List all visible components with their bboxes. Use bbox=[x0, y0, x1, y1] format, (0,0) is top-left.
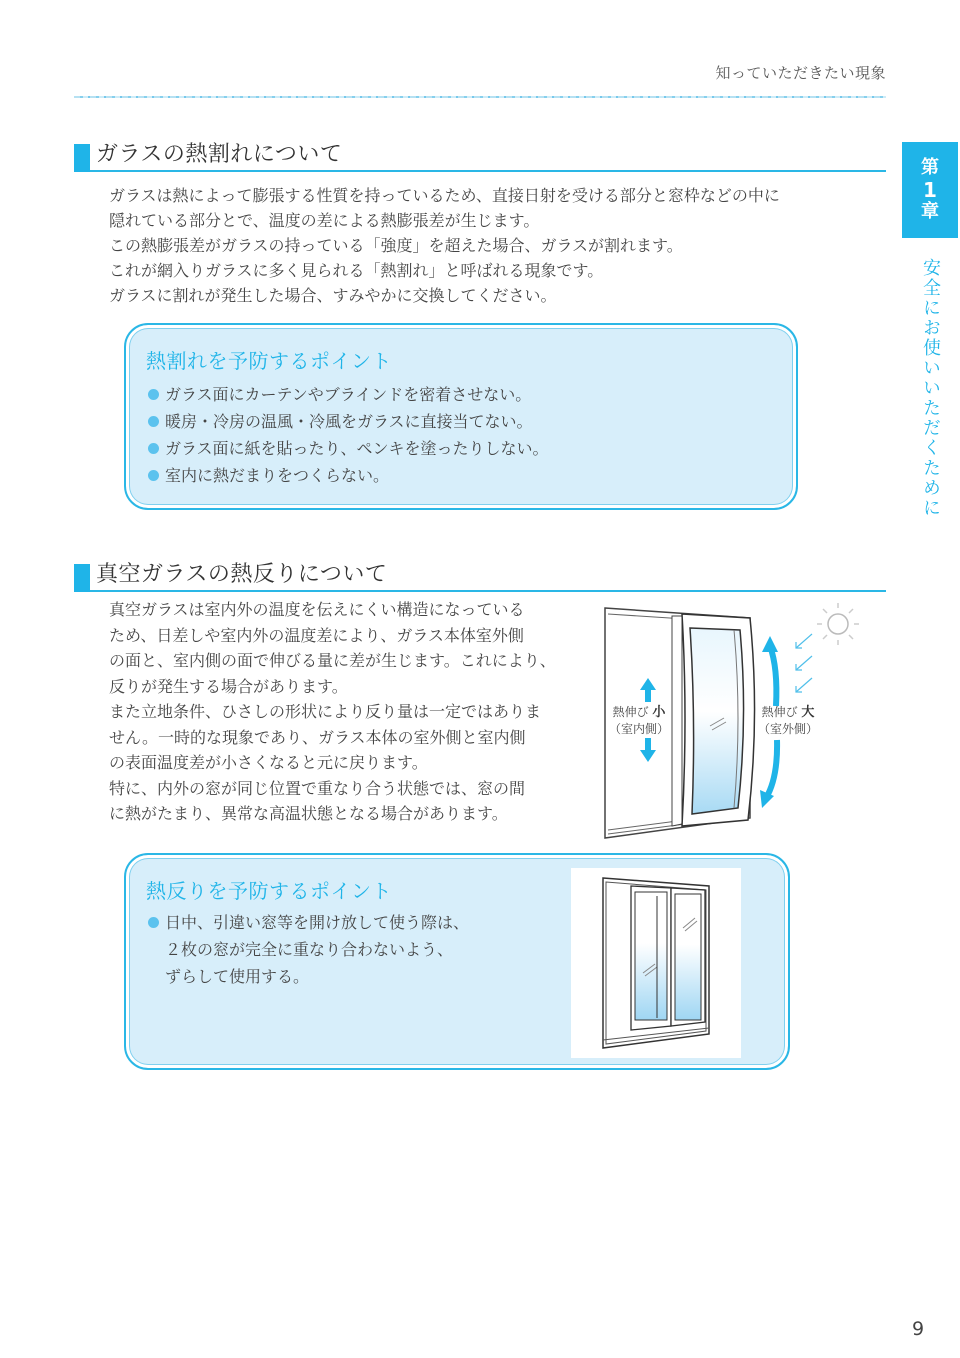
sliding-window-icon bbox=[571, 868, 741, 1058]
list-item-continuation: ２枚の窓が完全に重なり合わないよう、 bbox=[165, 940, 454, 959]
paragraph-line: の面と、室内側の面で伸びる量に差が生じます。これにより、 bbox=[109, 651, 556, 670]
bullet-icon bbox=[148, 416, 159, 427]
paragraph-line: また立地条件、ひさしの形状により反り量は一定ではありま bbox=[109, 702, 542, 721]
list-item: ガラス面にカーテンやブラインドを密着させない。 bbox=[148, 381, 549, 408]
bullet-icon bbox=[148, 470, 159, 481]
running-header-title: 知っていただきたい現象 bbox=[715, 64, 886, 82]
paragraph-line: の表面温度差が小さくなると元に戻ります。 bbox=[109, 753, 428, 772]
paragraph-line: 真空ガラスは室内外の温度を伝えにくい構造になっている bbox=[109, 600, 525, 619]
chapter-number: 1 bbox=[923, 178, 937, 202]
paragraph-line: 隠れている部分とで、温度の差による熱膨張差が生じます。 bbox=[109, 211, 540, 230]
section1-body bbox=[109, 183, 780, 308]
list-item: ガラス面に紙を貼ったり、ペンキを塗ったりしない。 bbox=[148, 435, 549, 462]
outdoor-expansion-label: 熱伸び 大 （室外側） bbox=[757, 705, 818, 736]
indoor-expansion-label: 熱伸び 小 （室内側） bbox=[608, 705, 669, 736]
heading-marker bbox=[74, 144, 90, 172]
section-heading-heat-warp bbox=[74, 562, 886, 592]
warp-illustration bbox=[600, 598, 870, 844]
box-title: 熱反りを予防するポイント bbox=[146, 879, 392, 903]
sun-icon bbox=[817, 603, 859, 645]
paragraph-line: この熱膨張差がガラスの持っている「強度」を超えた場合、ガラスが割れます。 bbox=[109, 236, 683, 255]
paragraph-line: ため、日差しや室内外の温度差により、ガラス本体室外側 bbox=[109, 625, 524, 645]
list-item: 暖房・冷房の温風・冷風をガラスに直接当てない。 bbox=[148, 408, 549, 435]
chapter-tab bbox=[902, 142, 958, 238]
bullet-icon bbox=[148, 389, 159, 400]
paragraph-line: に熱がたまり、異常な高温状態となる場合があります。 bbox=[109, 804, 508, 823]
offset-window-illustration bbox=[571, 868, 741, 1058]
paragraph-line: これが網入りガラスに多く見られる「熱割れ」と呼ばれる現象です。 bbox=[109, 261, 604, 280]
list-item: 室内に熱だまりをつくらない。 bbox=[148, 462, 549, 489]
header-divider bbox=[74, 96, 886, 98]
prevention-list bbox=[148, 909, 469, 990]
section-title: 真空ガラスの熱反りについて bbox=[96, 562, 388, 587]
page-number: 9 bbox=[912, 1318, 925, 1340]
bullet-icon bbox=[148, 443, 159, 454]
section2-body bbox=[109, 597, 556, 827]
paragraph-line: ガラスに割れが発生した場合、すみやかに交換してください。 bbox=[109, 286, 557, 305]
chapter-title: 安全にお使いいただくために bbox=[920, 258, 941, 518]
prevention-list bbox=[148, 381, 549, 489]
heat-crack-prevention-box bbox=[124, 323, 798, 510]
paragraph-line: 特に、内外の窓が同じ位置で重なり合う状態では、窓の間 bbox=[109, 778, 526, 798]
heading-marker bbox=[74, 564, 90, 592]
section-title: ガラスの熱割れについて bbox=[96, 142, 343, 167]
bullet-icon bbox=[148, 917, 159, 928]
paragraph-line: せん。一時的な現象であり、ガラス本体の室外側と室内側 bbox=[109, 727, 526, 747]
paragraph-line: 反りが発生する場合があります。 bbox=[109, 676, 348, 696]
list-item-continuation: ずらして使用する。 bbox=[165, 967, 310, 986]
section-heading-heat-crack bbox=[74, 142, 886, 172]
list-item: 日中、引違い窓等を開け放して使う際は、 bbox=[148, 909, 469, 936]
chapter-prefix: 第 bbox=[921, 157, 939, 178]
paragraph-line: ガラスは熱によって膨張する性質を持っているため、直接日射を受ける部分と窓枠などの中に bbox=[109, 186, 780, 205]
box-title: 熱割れを予防するポイント bbox=[146, 349, 392, 373]
chapter-suffix: 章 bbox=[921, 201, 939, 222]
